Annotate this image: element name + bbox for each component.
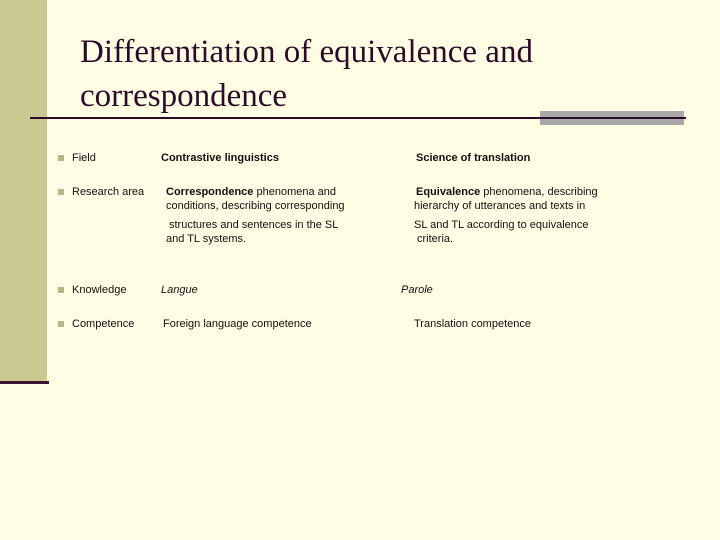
knowledge-langue: Langue: [161, 284, 198, 296]
research-equivalence-line-1: Equivalence phenomena, describing: [416, 186, 598, 198]
research-equivalence-line-3: SL and TL according to equivalence: [414, 219, 589, 231]
equivalence-term: Equivalence: [416, 186, 481, 198]
title-line-2: correspondence: [80, 78, 288, 114]
research-equivalence-line-4: criteria.: [417, 233, 454, 245]
row-label-research: Research area: [72, 186, 145, 198]
title-rule: [30, 117, 686, 119]
row-label-competence: Competence: [72, 318, 135, 330]
field-contrastive: Contrastive linguistics: [161, 152, 279, 164]
row-label-field: Field: [72, 152, 96, 164]
research-correspondence-line-2: conditions, describing corresponding: [166, 200, 345, 212]
bullet-icon: [58, 155, 64, 161]
knowledge-parole: Parole: [401, 284, 433, 296]
bullet-icon: [58, 189, 64, 195]
research-correspondence-line-4: and TL systems.: [166, 233, 247, 245]
competence-foreign: Foreign language competence: [163, 318, 312, 330]
research-equivalence-line-2: hierarchy of utterances and texts in: [414, 200, 586, 212]
left-decorative-bar: [0, 0, 47, 383]
left-bar-underline: [0, 381, 49, 384]
slide-title: [80, 30, 680, 118]
row-label-knowledge: Knowledge: [72, 284, 127, 296]
field-translation: Science of translation: [416, 152, 531, 164]
correspondence-term: Correspondence: [166, 186, 254, 198]
bullet-icon: [58, 321, 64, 327]
competence-translation: Translation competence: [414, 318, 531, 330]
research-correspondence-line-3: structures and sentences in the SL: [169, 219, 339, 231]
bullet-icon: [58, 287, 64, 293]
research-correspondence-line-1: Correspondence phenomena and: [166, 186, 336, 198]
title-line-1: Differentiation of equivalence and: [80, 34, 533, 70]
